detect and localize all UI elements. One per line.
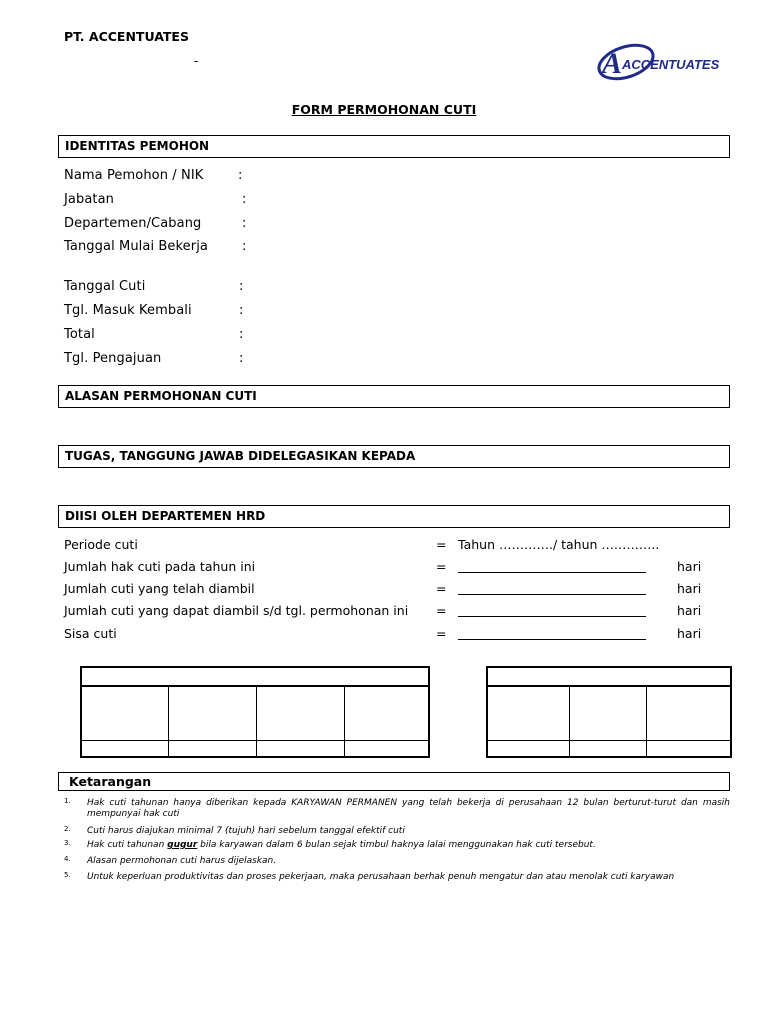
hrd-hak-cuti-blank: [458, 572, 646, 573]
hrd-periode-value: Tahun …………./ tahun …………..: [458, 537, 660, 552]
note-item-1: [64, 798, 730, 820]
note-text: Hak cuti tahunan gugur bila karyawan dalam 6 bulan sejak timbul haknya lalai menggunakan hak cuti tersebut.: [87, 840, 596, 850]
section-tugas: TUGAS, TANGGUNG JAWAB DIDELEGASIKAN KEPADA: [58, 445, 730, 468]
note-item-3: [64, 840, 730, 851]
field-departemen-label: Departemen/Cabang: [64, 216, 202, 231]
grid-left-col-3: [344, 687, 345, 756]
hrd-hak-cuti-label: Jumlah hak cuti pada tahun ini: [64, 559, 256, 574]
hrd-diambil-blank: [458, 594, 646, 595]
grid-left-footer-line: [82, 740, 428, 741]
grid-right-col-1: [569, 687, 570, 756]
company-logo: [596, 40, 728, 84]
hrd-dapat-diambil-blank: [458, 616, 646, 617]
form-title: FORM PERMOHONAN CUTI: [291, 102, 477, 117]
note-item-2: [64, 826, 730, 837]
grid-right-header-line: [488, 685, 730, 687]
approval-table-right: [486, 666, 732, 758]
note-emphasis: gugur: [167, 840, 198, 850]
hrd-diambil-unit: hari: [677, 581, 702, 596]
hrd-diambil-label: Jumlah cuti yang telah diambil: [64, 581, 255, 596]
note-text: Untuk keperluan produktivitas dan proses pekerjaan, maka perusahaan berhak penuh mengatur dan atau menolak cuti karyawan: [87, 872, 675, 882]
grid-right-col-2: [646, 687, 647, 756]
company-name: PT. ACCENTUATES: [64, 29, 189, 44]
hrd-sisa-eq: =: [436, 626, 447, 641]
field-tanggal-cuti-colon: :: [239, 279, 244, 294]
hrd-dapat-diambil-eq: =: [436, 603, 447, 618]
field-tanggal-mulai-label: Tanggal Mulai Bekerja: [64, 239, 208, 254]
hrd-periode-label: Periode cuti: [64, 537, 138, 552]
field-nama-label: Nama Pemohon / NIK: [64, 168, 204, 183]
note-item-5: [64, 872, 730, 883]
hrd-sisa-blank: [458, 639, 646, 640]
field-tanggal-mulai-colon: :: [242, 239, 247, 254]
field-tgl-masuk-label: Tgl. Masuk Kembali: [64, 303, 192, 318]
field-total-label: Total: [64, 327, 95, 342]
field-nama-colon: :: [238, 168, 243, 183]
hrd-periode-eq: =: [436, 537, 447, 552]
section-alasan: ALASAN PERMOHONAN CUTI: [58, 385, 730, 408]
field-jabatan-colon: :: [242, 192, 247, 207]
note-number: 1.: [64, 797, 71, 805]
hrd-sisa-unit: hari: [677, 626, 702, 641]
note-text: Alasan permohonan cuti harus dijelaskan.: [87, 856, 277, 866]
section-keterangan: Ketarangan: [58, 772, 730, 791]
field-total-colon: :: [239, 327, 244, 342]
section-hrd: DIISI OLEH DEPARTEMEN HRD: [58, 505, 730, 528]
field-tgl-masuk-colon: :: [239, 303, 244, 318]
header-dash: -: [194, 54, 199, 68]
field-tanggal-cuti-label: Tanggal Cuti: [64, 279, 146, 294]
note-number: 4.: [64, 855, 71, 863]
note-number: 5.: [64, 871, 71, 879]
field-jabatan-label: Jabatan: [64, 192, 115, 207]
note-text: Hak cuti tahunan hanya diberikan kepada KARYAWAN PERMANEN yang telah bekerja di perusahaan 12 bulan berturut-turut dan masih mempunyai hak cuti: [87, 798, 730, 819]
svg-text:A: A: [602, 47, 623, 80]
hrd-dapat-diambil-unit: hari: [677, 603, 702, 618]
field-departemen-colon: :: [242, 216, 247, 231]
field-tgl-pengajuan-label: Tgl. Pengajuan: [64, 351, 162, 366]
hrd-diambil-eq: =: [436, 581, 447, 596]
note-text: Cuti harus diajukan minimal 7 (tujuh) hari sebelum tanggal efektif cuti: [87, 826, 405, 836]
hrd-hak-cuti-eq: =: [436, 559, 447, 574]
note-number: 2.: [64, 825, 71, 833]
grid-left-col-1: [168, 687, 169, 756]
hrd-dapat-diambil-label: Jumlah cuti yang dapat diambil s/d tgl. permohonan ini: [64, 603, 409, 618]
section-identitas: IDENTITAS PEMOHON: [58, 135, 730, 158]
logo-text: ACCENTUATES: [622, 57, 720, 72]
grid-left-header-line: [82, 685, 428, 687]
field-tgl-pengajuan-colon: :: [239, 351, 244, 366]
note-item-4: [64, 856, 730, 867]
note-number: 3.: [64, 839, 71, 847]
hrd-sisa-label: Sisa cuti: [64, 626, 117, 641]
grid-right-footer-line: [488, 740, 730, 741]
hrd-hak-cuti-unit: hari: [677, 559, 702, 574]
grid-left-col-2: [256, 687, 257, 756]
approval-table-left: [80, 666, 430, 758]
